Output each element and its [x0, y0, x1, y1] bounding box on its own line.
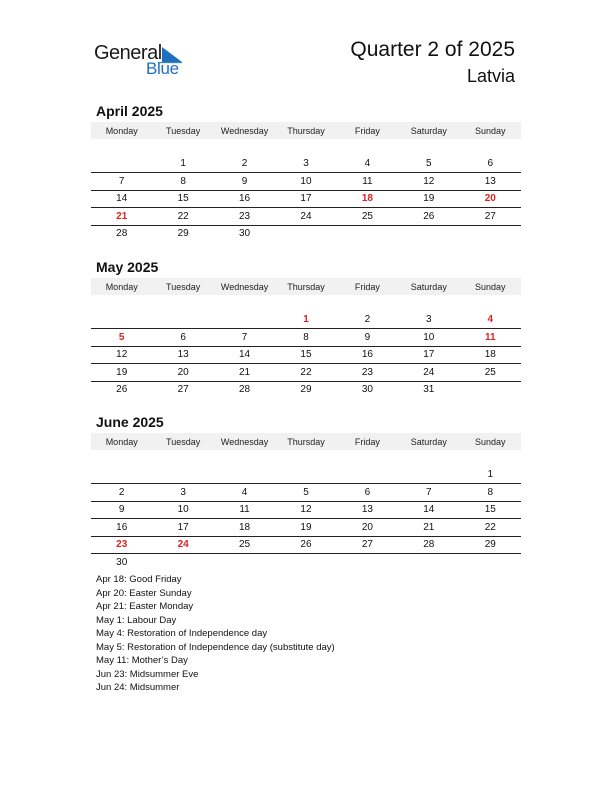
spacer-row	[91, 450, 521, 467]
day-cell: 5	[91, 329, 152, 347]
brand-logo	[94, 42, 204, 82]
weekday-header: Sunday	[460, 122, 521, 139]
day-cell: 10	[275, 173, 336, 191]
week-row	[91, 364, 521, 382]
day-cell: 29	[177, 228, 189, 240]
month-june	[91, 414, 521, 571]
day-cell: 1	[275, 312, 336, 329]
day-cell: 24	[152, 536, 213, 554]
week-row	[91, 156, 521, 173]
empty-day-cell	[337, 554, 398, 571]
day-cell: 9	[337, 329, 398, 347]
day-cell: 25	[337, 208, 398, 226]
logo-text-blue: Blue	[146, 59, 179, 78]
week-row	[91, 173, 521, 191]
day-cell: 17	[398, 346, 459, 364]
day-cell: 2	[337, 312, 398, 329]
weekday-header-row	[91, 122, 521, 139]
spacer-cell	[337, 450, 398, 467]
day-cell: 24	[398, 364, 459, 382]
week-row	[91, 329, 521, 347]
weekday-header: Wednesday	[214, 278, 275, 295]
spacer-cell	[398, 450, 459, 467]
holiday-list	[96, 573, 335, 695]
day-cell: 9	[91, 501, 152, 519]
spacer-cell	[398, 295, 459, 312]
day-cell: 13	[460, 173, 521, 191]
day-cell: 31	[423, 384, 435, 396]
day-cell: 29	[300, 384, 312, 396]
country-name: Latvia	[466, 66, 515, 86]
week-row	[91, 519, 521, 537]
weekday-header: Friday	[337, 278, 398, 295]
day-cell: 19	[91, 364, 152, 382]
weekday-header: Friday	[337, 122, 398, 139]
spacer-cell	[337, 295, 398, 312]
week-row	[91, 346, 521, 364]
day-cell: 27	[337, 536, 398, 554]
day-cell: 19	[398, 190, 459, 208]
day-cell: 8	[460, 484, 521, 502]
empty-day-cell	[398, 467, 459, 484]
spacer-cell	[91, 139, 152, 156]
day-cell: 11	[214, 501, 275, 519]
weekday-header: Thursday	[275, 278, 336, 295]
day-cell: 17	[275, 190, 336, 208]
day-cell: 12	[398, 173, 459, 191]
day-cell: 8	[275, 329, 336, 347]
empty-day-cell	[460, 225, 521, 242]
day-cell: 13	[337, 501, 398, 519]
day-cell: 4	[337, 156, 398, 173]
day-cell: 30	[361, 384, 373, 396]
empty-day-cell	[460, 554, 521, 571]
empty-day-cell	[214, 467, 275, 484]
day-cell: 1	[460, 467, 521, 484]
day-cell: 18	[214, 519, 275, 537]
spacer-cell	[214, 139, 275, 156]
weekday-header: Saturday	[398, 278, 459, 295]
spacer-cell	[337, 139, 398, 156]
day-cell: 23	[91, 536, 152, 554]
empty-day-cell	[275, 225, 336, 242]
empty-day-cell	[214, 312, 275, 329]
weekday-header-row	[91, 278, 521, 295]
week-row	[91, 501, 521, 519]
day-cell: 11	[460, 329, 521, 347]
holiday-note: May 11: Mother’s Day	[96, 655, 188, 666]
spacer-cell	[91, 450, 152, 467]
day-cell: 7	[214, 329, 275, 347]
empty-day-cell	[337, 467, 398, 484]
spacer-cell	[398, 139, 459, 156]
day-cell: 22	[275, 364, 336, 382]
week-row	[91, 484, 521, 502]
day-cell: 29	[460, 536, 521, 554]
day-cell: 26	[116, 384, 128, 396]
week-row	[91, 225, 521, 242]
day-cell: 25	[214, 536, 275, 554]
day-cell: 3	[152, 484, 213, 502]
day-cell: 21	[91, 208, 152, 226]
spacer-row	[91, 295, 521, 312]
day-cell: 18	[337, 190, 398, 208]
day-cell: 21	[398, 519, 459, 537]
day-cell: 21	[214, 364, 275, 382]
day-cell: 14	[398, 501, 459, 519]
day-cell: 6	[337, 484, 398, 502]
weekday-header: Tuesday	[152, 433, 213, 450]
holiday-note: Apr 21: Easter Monday	[96, 601, 194, 612]
spacer-cell	[275, 139, 336, 156]
day-cell: 2	[91, 484, 152, 502]
day-cell: 22	[152, 208, 213, 226]
day-cell: 18	[460, 346, 521, 364]
spacer-cell	[91, 295, 152, 312]
day-cell: 2	[214, 156, 275, 173]
spacer-cell	[152, 450, 213, 467]
day-cell: 26	[275, 536, 336, 554]
page-title: Quarter 2 of 2025	[350, 38, 515, 61]
day-cell: 15	[460, 501, 521, 519]
day-cell: 17	[152, 519, 213, 537]
calendar-grid	[91, 122, 521, 242]
empty-day-cell	[91, 467, 152, 484]
month-title: May 2025	[96, 259, 159, 275]
day-cell: 25	[460, 364, 521, 382]
day-cell: 14	[214, 346, 275, 364]
day-cell: 6	[152, 329, 213, 347]
day-cell: 30	[238, 228, 251, 240]
weekday-header: Thursday	[275, 122, 336, 139]
day-cell: 27	[177, 384, 189, 396]
day-cell: 14	[91, 190, 152, 208]
week-row	[91, 208, 521, 226]
day-cell: 20	[152, 364, 213, 382]
day-cell: 3	[398, 312, 459, 329]
day-cell: 7	[398, 484, 459, 502]
day-cell: 16	[214, 190, 275, 208]
weekday-header: Tuesday	[152, 278, 213, 295]
day-cell: 5	[398, 156, 459, 173]
spacer-cell	[152, 295, 213, 312]
spacer-cell	[214, 295, 275, 312]
holiday-note: Jun 23: Midsummer Eve	[96, 668, 199, 680]
day-cell: 23	[214, 208, 275, 226]
day-cell: 1	[152, 156, 213, 173]
holiday-note: May 5: Restoration of Independence day (substitute day)	[96, 641, 335, 653]
day-cell: 9	[214, 173, 275, 191]
day-cell: 19	[275, 519, 336, 537]
day-cell: 28	[116, 228, 128, 240]
day-cell: 28	[238, 384, 251, 396]
month-may	[91, 259, 521, 398]
day-cell: 16	[91, 519, 152, 537]
empty-day-cell	[91, 312, 152, 329]
day-cell: 3	[275, 156, 336, 173]
month-title: April 2025	[96, 103, 163, 119]
calendar-grid	[91, 278, 521, 398]
logo-text-general: General	[94, 42, 162, 64]
empty-day-cell	[275, 467, 336, 484]
week-row	[91, 381, 521, 398]
empty-day-cell	[398, 554, 459, 571]
empty-day-cell	[152, 312, 213, 329]
spacer-cell	[460, 450, 521, 467]
week-row	[91, 312, 521, 329]
weekday-header: Monday	[91, 122, 152, 139]
empty-day-cell	[460, 381, 521, 398]
weekday-header: Saturday	[398, 433, 459, 450]
spacer-cell	[275, 295, 336, 312]
empty-day-cell	[214, 554, 275, 571]
week-row	[91, 554, 521, 571]
day-cell: 23	[337, 364, 398, 382]
weekday-header: Saturday	[398, 122, 459, 139]
weekday-header: Sunday	[460, 433, 521, 450]
weekday-header: Sunday	[460, 278, 521, 295]
weekday-header-row	[91, 433, 521, 450]
day-cell: 30	[116, 556, 128, 568]
day-cell: 20	[337, 519, 398, 537]
empty-day-cell	[152, 467, 213, 484]
day-cell: 6	[460, 156, 521, 173]
spacer-row	[91, 139, 521, 156]
empty-day-cell	[398, 225, 459, 242]
day-cell: 8	[152, 173, 213, 191]
weekday-header: Monday	[91, 278, 152, 295]
day-cell: 5	[275, 484, 336, 502]
day-cell: 15	[275, 346, 336, 364]
calendar-grid	[91, 433, 521, 571]
month-title: June 2025	[96, 414, 164, 430]
day-cell: 7	[91, 173, 152, 191]
day-cell: 26	[398, 208, 459, 226]
day-cell: 10	[398, 329, 459, 347]
day-cell: 22	[460, 519, 521, 537]
day-cell: 15	[152, 190, 213, 208]
day-cell: 20	[460, 190, 521, 208]
weekday-header: Monday	[91, 433, 152, 450]
day-cell: 12	[275, 501, 336, 519]
day-cell: 4	[214, 484, 275, 502]
day-cell: 28	[398, 536, 459, 554]
spacer-cell	[460, 295, 521, 312]
spacer-cell	[152, 139, 213, 156]
spacer-cell	[214, 450, 275, 467]
spacer-cell	[460, 139, 521, 156]
day-cell: 4	[460, 312, 521, 329]
week-row	[91, 467, 521, 484]
holiday-note: May 1: Labour Day	[96, 614, 177, 626]
day-cell: 10	[152, 501, 213, 519]
weekday-header: Thursday	[275, 433, 336, 450]
holiday-note: Jun 24: Midsummer	[96, 682, 180, 693]
day-cell: 27	[460, 208, 521, 226]
weekday-header: Friday	[337, 433, 398, 450]
day-cell: 11	[337, 173, 398, 191]
empty-day-cell	[91, 156, 152, 173]
week-row	[91, 536, 521, 554]
holiday-note: Apr 20: Easter Sunday	[96, 587, 192, 599]
holiday-note: May 4: Restoration of Independence day	[96, 628, 268, 639]
week-row	[91, 190, 521, 208]
empty-day-cell	[152, 554, 213, 571]
spacer-cell	[275, 450, 336, 467]
holiday-note: Apr 18: Good Friday	[96, 574, 182, 585]
day-cell: 24	[275, 208, 336, 226]
weekday-header: Wednesday	[214, 433, 275, 450]
day-cell: 13	[152, 346, 213, 364]
day-cell: 12	[91, 346, 152, 364]
day-cell: 16	[337, 346, 398, 364]
weekday-header: Wednesday	[214, 122, 275, 139]
month-april	[91, 103, 521, 242]
empty-day-cell	[337, 225, 398, 242]
weekday-header: Tuesday	[152, 122, 213, 139]
empty-day-cell	[275, 554, 336, 571]
